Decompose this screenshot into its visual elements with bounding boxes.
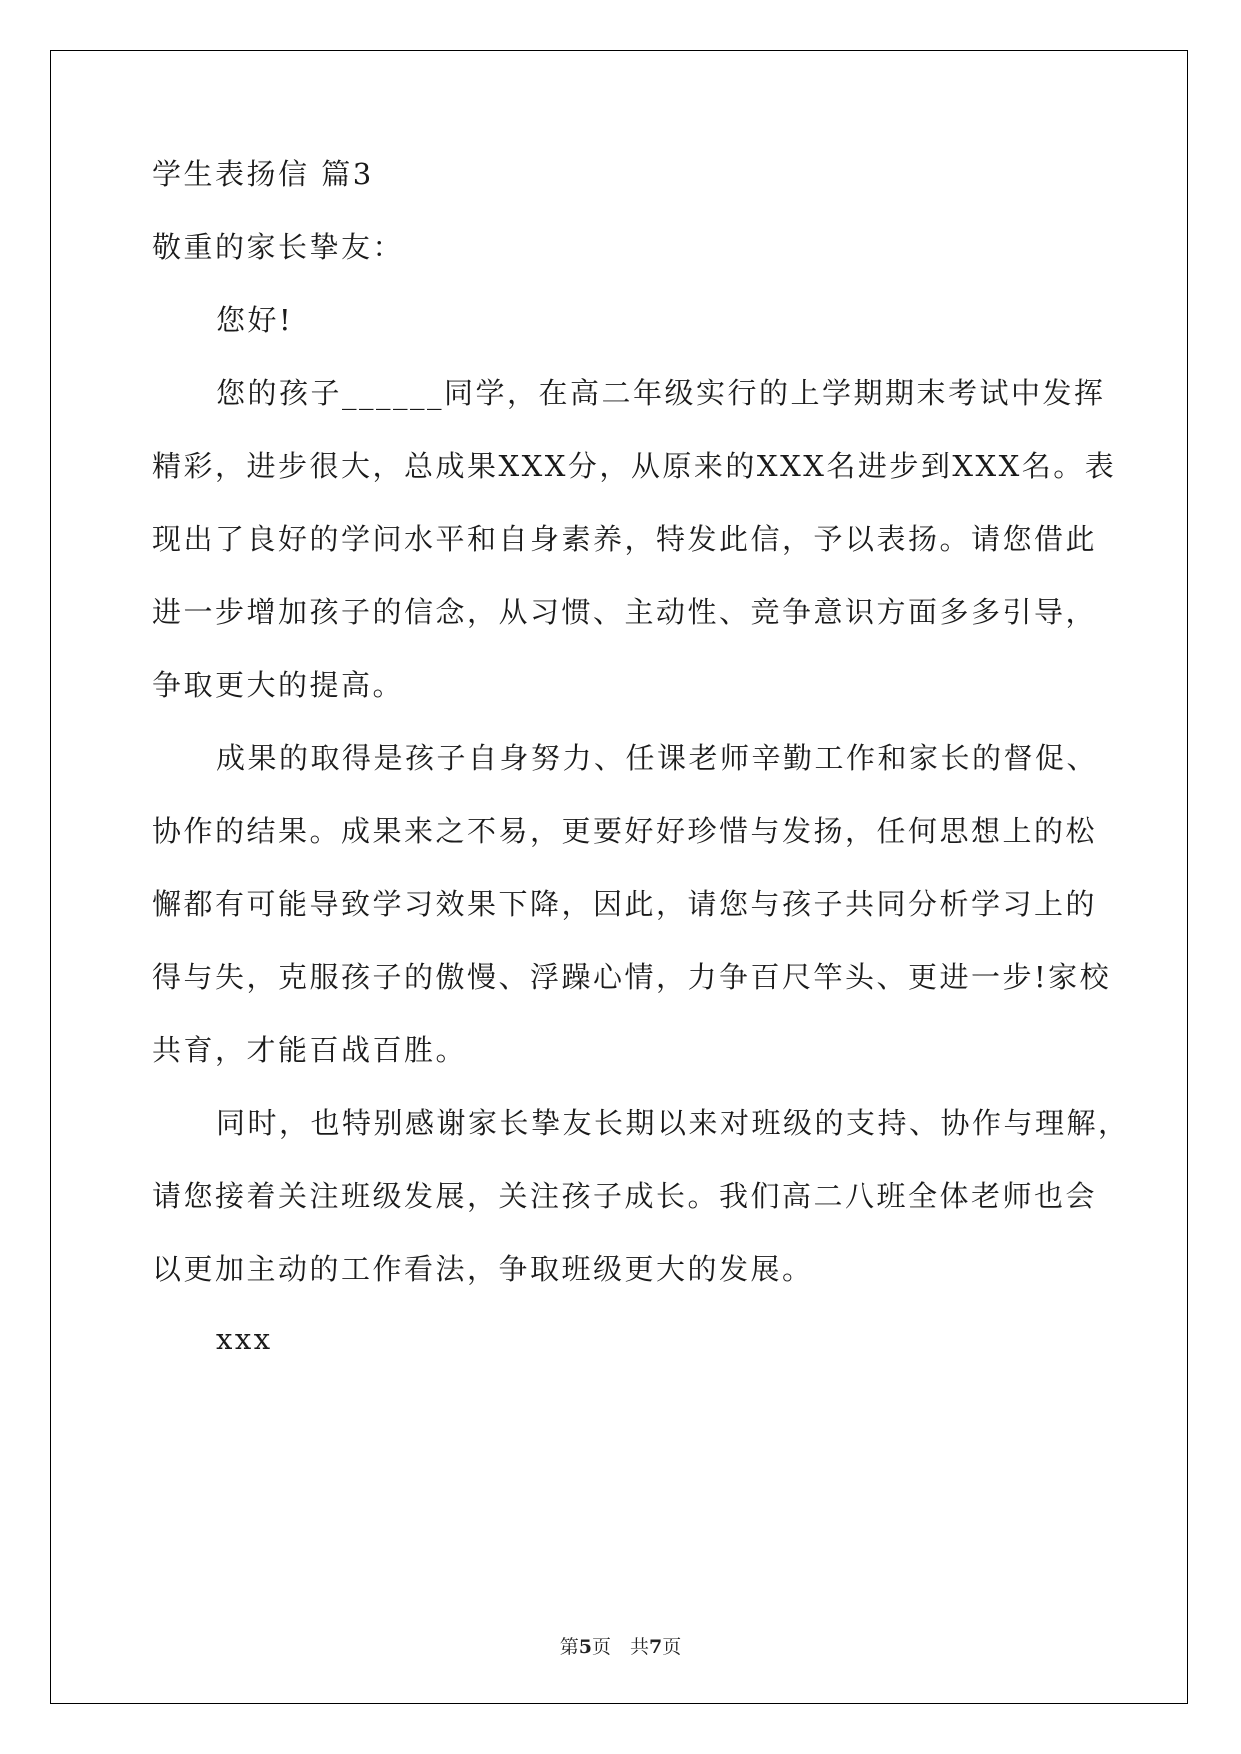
paragraph-line: 现出了良好的学问水平和自身素养，特发此信，予以表扬。请您借此 bbox=[152, 522, 1098, 556]
paragraph-line: 争取更大的提高。 bbox=[152, 668, 405, 702]
greeting: 您好! bbox=[216, 303, 294, 337]
footer-suffix: 页 bbox=[662, 1636, 682, 1658]
page-border bbox=[50, 50, 1188, 1704]
paragraph-line: 您的孩子______同学，在高二年级实行的上学期期末考试中发挥 bbox=[216, 376, 1106, 410]
total-pages-number: 7 bbox=[649, 1636, 663, 1658]
letter-title: 学生表扬信 篇3 bbox=[152, 157, 374, 191]
footer-mid: 页 共 bbox=[591, 1636, 649, 1658]
paragraph-line: 进一步增加孩子的信念，从习惯、主动性、竞争意识方面多多引导， bbox=[152, 595, 1098, 629]
footer-prefix: 第 bbox=[559, 1636, 579, 1658]
page-footer bbox=[0, 1632, 1241, 1659]
paragraph-line: 同时，也特别感谢家长挚友长期以来对班级的支持、协作与理解， bbox=[216, 1106, 1130, 1140]
paragraph-line: 懈都有可能导致学习效果下降，因此，请您与孩子共同分析学习上的 bbox=[152, 887, 1098, 921]
paragraph-line: 请您接着关注班级发展，关注孩子成长。我们高二八班全体老师也会 bbox=[152, 1179, 1098, 1213]
paragraph-line: 协作的结果。成果来之不易，更要好好珍惜与发扬，任何思想上的松 bbox=[152, 814, 1098, 848]
paragraph-line: 得与失，克服孩子的傲慢、浮躁心情，力争百尺竿头、更进一步!家校 bbox=[152, 960, 1112, 994]
salutation: 敬重的家长挚友： bbox=[152, 230, 405, 264]
paragraph-line: 成果的取得是孩子自身努力、任课老师辛勤工作和家长的督促、 bbox=[216, 741, 1099, 775]
current-page-number: 5 bbox=[578, 1636, 592, 1658]
paragraph-line: 共育，才能百战百胜。 bbox=[152, 1033, 468, 1067]
paragraph-line: 以更加主动的工作看法，争取班级更大的发展。 bbox=[152, 1252, 814, 1286]
paragraph-line: 精彩，进步很大，总成果XXX分，从原来的XXX名进步到XXX名。表 bbox=[152, 449, 1117, 483]
signature: xxx bbox=[216, 1322, 273, 1356]
